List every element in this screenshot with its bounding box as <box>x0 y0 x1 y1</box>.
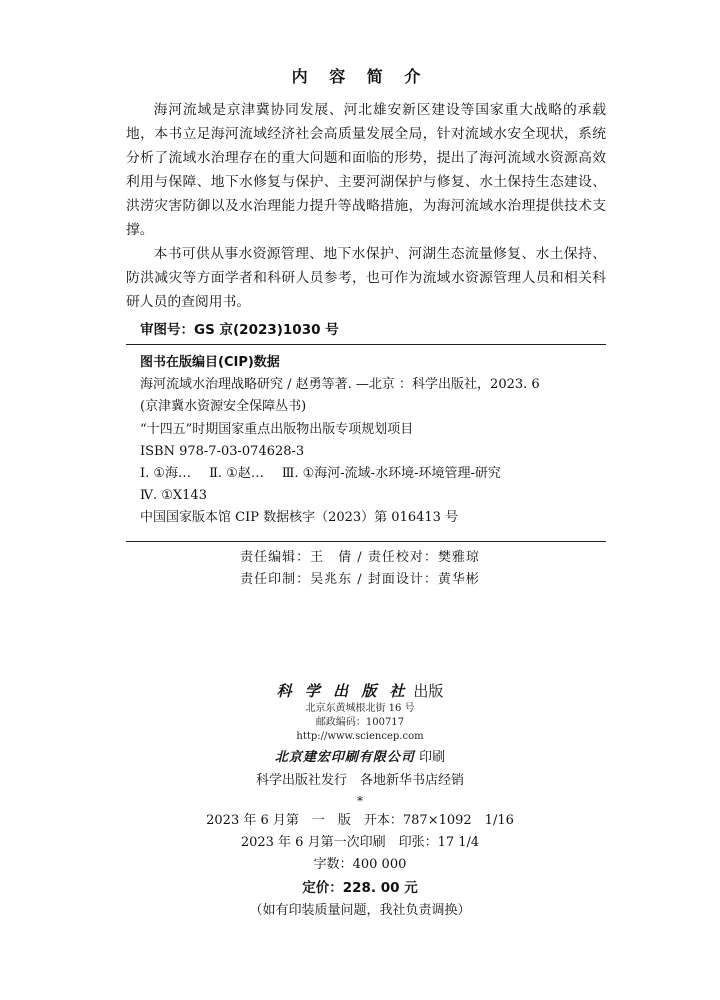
intro-body <box>126 98 606 314</box>
printer-suffix: 印刷 <box>419 750 446 765</box>
publisher-name-line <box>0 680 720 702</box>
cip-title-line: 海河流域水治理战略研究 / 赵勇等著. —北京 ：科学出版社，2023. 6 <box>140 377 540 393</box>
cip-block <box>140 352 600 530</box>
intro-title: 内 容 简 介 <box>291 67 429 86</box>
map-approval-number: 审图号：GS 京(2023)1030 号 <box>140 322 339 338</box>
cip-class-item: Ⅱ. ①赵… <box>209 466 264 482</box>
distribution-line: 科学出版社发行 各地新华书店经销 <box>255 773 464 788</box>
cip-class-item: Ⅰ. ①海… <box>140 466 192 482</box>
separator-star: * <box>357 794 363 808</box>
cip-record: 中国国家版本馆 CIP 数据核字（2023）第 016413 号 <box>140 510 459 526</box>
intro-paragraph: 海河流域是京津冀协同发展、河北雄安新区建设等国家重大战略的承载地，本书立足海河流域经济社会高质量发展全局，针对流域水安全现状，系统分析了流域水治理存在的重大问题和面临的形势，提出了海河流域水资源高效利用与保障、地下水修复与保护、主要河湖保护与修复、水土保持生态建设、洪涝灾害防御以及水治理能力提升等战略措施，为海河流域水治理提供技术支撑。 <box>126 102 606 238</box>
publisher-address: 北京东黄城根北街 16 号 <box>305 703 415 714</box>
publisher-logo-text: 科 学 出 版 社 <box>276 682 409 700</box>
divider-bottom <box>126 541 606 542</box>
cip-series: (京津冀水资源安全保障丛书) <box>140 399 307 415</box>
printer-line <box>0 746 720 770</box>
staff-line: 责任编辑：王 倩 / 责任校对：樊雅琼 <box>240 550 480 565</box>
publisher-postcode: 邮政编码：100717 <box>315 717 405 728</box>
printer-name: 北京建宏印刷有限公司 <box>274 750 415 765</box>
cip-project: “十四五”时期国家重点出版物出版专项规划项目 <box>140 421 414 437</box>
divider-top <box>126 344 606 345</box>
cip-classification <box>140 463 600 485</box>
staff-line: 责任印制：吴兆东 / 封面设计：黄华彬 <box>240 572 480 587</box>
word-count: 字数：400 000 <box>313 857 407 872</box>
publisher-suffix: 出版 <box>413 682 444 700</box>
cip-heading: 图书在版编目(CIP)数据 <box>140 355 280 370</box>
publisher-block <box>0 680 720 922</box>
cip-isbn: ISBN 978-7-03-074628-3 <box>140 443 305 459</box>
quality-note: （如有印装质量问题，我社负责调换） <box>249 903 471 918</box>
cip-class-item: Ⅲ. ①海河-流域-水环境-环境管理-研究 <box>281 466 501 482</box>
publisher-website: http://www.sciencep.com <box>296 731 424 742</box>
edition-line: 2023 年 6 月第 一 版 开本：787×1092 1/16 <box>206 813 514 828</box>
cip-classification-line2: Ⅳ. ①X143 <box>140 488 207 504</box>
staff-credits <box>0 547 720 591</box>
price: 定价：228. 00 元 <box>302 880 418 896</box>
intro-paragraph: 本书可供从事水资源管理、地下水保护、河湖生态流量修复、水土保持、防洪减灾等方面学者和科研人员参考，也可作为流域水资源管理人员和相关科研人员的查阅用书。 <box>126 246 606 310</box>
printing-line: 2023 年 6 月第一次印刷 印张：17 1/4 <box>240 835 480 850</box>
